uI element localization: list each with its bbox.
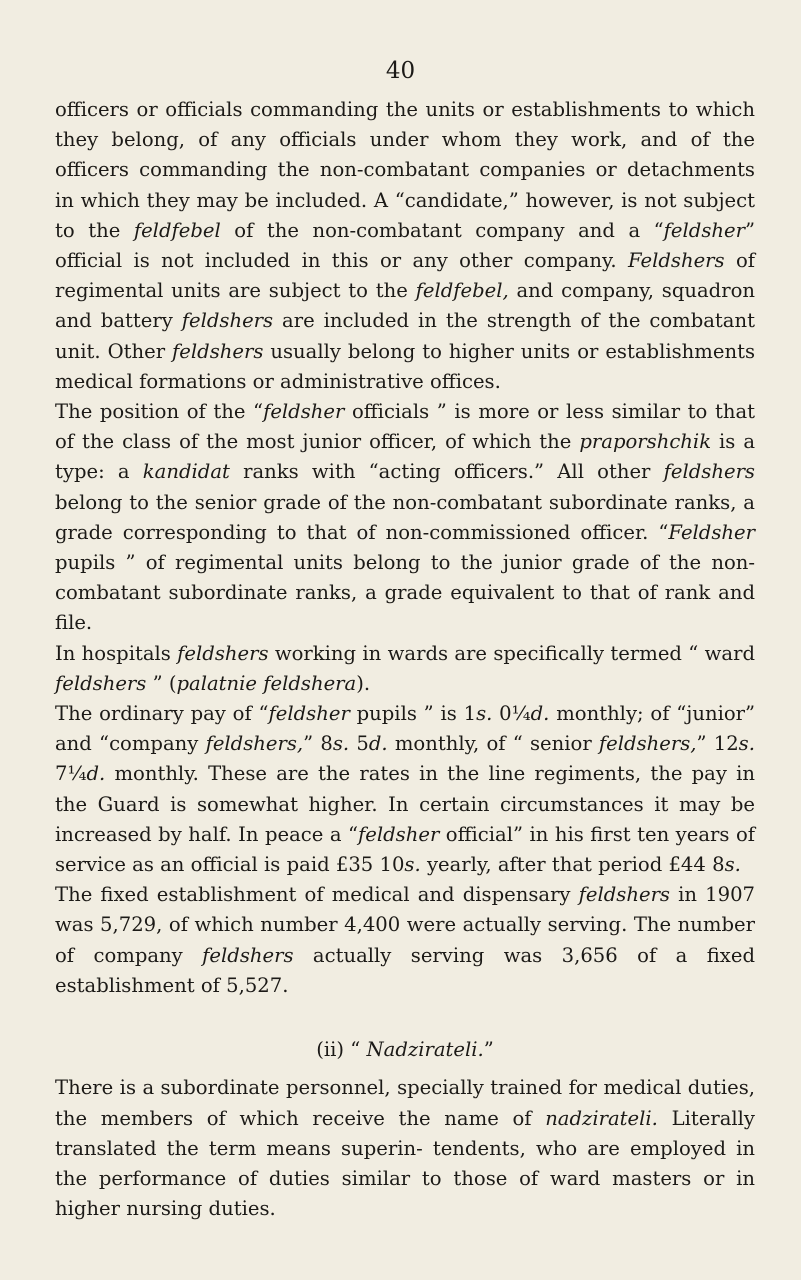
- italic-term: Feldsher: [668, 520, 755, 544]
- italic-unit: s.: [404, 853, 421, 877]
- italic-term: feldshers: [181, 309, 274, 333]
- italic-term: feldsher: [358, 822, 440, 846]
- text-run: pupils ” of regimental units belong to the junior grade of the non-combatant subordinate ranks, a grade equivalent to that of rank and file.: [55, 551, 755, 635]
- italic-term: feldshers: [55, 671, 147, 695]
- text-run: ” official is not included in this or any other company.: [55, 218, 755, 273]
- text-run: In hospitals: [55, 641, 178, 665]
- italic-unit: d.: [368, 732, 388, 756]
- italic-unit: s.: [724, 853, 741, 877]
- paragraph-2: [55, 397, 755, 639]
- paragraph-3: [55, 639, 755, 699]
- page-number: 40: [385, 58, 416, 84]
- text-run: There is a subordinate personnel, specially trained for medical duties, the members of which receive the name of: [55, 1076, 755, 1130]
- text-run: pupils ” is 1: [349, 702, 477, 726]
- text-run: officers or officials commanding the units or establishments to which they belong, of any officials under whom they work, and of the officers commanding the non-combatant companies or detachments in which they may be included. A “candidate,” however, is not subject to the: [55, 98, 755, 242]
- text-run: The fixed establishment of medical and dispensary: [55, 883, 579, 907]
- italic-unit: s.: [738, 732, 755, 756]
- text-run: 7¼: [55, 762, 87, 786]
- text-run: ” 12: [696, 732, 739, 756]
- italic-unit: s.: [332, 732, 350, 756]
- paragraph-5: [55, 880, 755, 1001]
- italic-term: feldshers: [172, 339, 264, 363]
- text-run: belong to the senior grade of the non-combatant subordinate ranks, a grade corresponding to that of non-commissioned officer. “: [55, 490, 755, 544]
- paragraph-4: [55, 699, 755, 880]
- text-run: yearly, after that period £44 8: [420, 853, 725, 877]
- text-run: official” in his first ten years of service as an official is paid £35 10: [55, 822, 755, 877]
- italic-term: feldfebel,: [415, 279, 509, 303]
- section-heading: [55, 1035, 755, 1065]
- text-run: 5: [349, 732, 369, 756]
- text-run: officials ” is more or less similar to that of the class of the most junior officer, of which the: [55, 400, 755, 454]
- body-text: [55, 95, 755, 1224]
- italic-term: feldsher: [263, 400, 345, 424]
- italic-term: feldshers,: [205, 732, 304, 756]
- paragraph-1: [55, 95, 755, 397]
- text-run: actually serving was 3,656 of a fixed establishment of 5,527.: [55, 943, 755, 997]
- text-run: ranks with “acting officers.” All other: [229, 460, 664, 484]
- text-run: The ordinary pay of “: [55, 702, 269, 726]
- text-run: monthly; of “junior” and “company: [55, 702, 756, 756]
- text-run: ).: [356, 671, 371, 695]
- text-run: of the non-combatant company and a “: [220, 218, 664, 242]
- italic-term: nadzirateli.: [545, 1106, 658, 1130]
- text-run: 0¼: [492, 702, 531, 726]
- italic-term: feldshers: [177, 641, 269, 665]
- italic-term: Nadzirateli.: [366, 1038, 484, 1062]
- italic-term: kandidat: [142, 460, 230, 484]
- italic-term: feldsher: [268, 702, 350, 726]
- italic-term: feldshers: [578, 883, 670, 907]
- italic-unit: d.: [530, 702, 550, 726]
- text-run: in 1907 was 5,729, of which number 4,400 were actually serving. The number of company: [55, 883, 755, 967]
- italic-term: Feldshers: [627, 249, 725, 273]
- text-run: are included in the strength of the combatant unit. Other: [55, 309, 755, 363]
- text-run: monthly. These are the rates in the line regiments, the pay in the Guard is somewhat higher. In certain circumstances it may be increased by half. In peace a “: [55, 762, 755, 846]
- text-run: ”: [483, 1038, 494, 1062]
- italic-unit: d.: [86, 762, 106, 786]
- text-run: ” (: [146, 671, 177, 695]
- text-run: is a type: a: [55, 430, 755, 484]
- italic-unit: s.: [476, 702, 493, 726]
- paragraph-6: [55, 1073, 755, 1224]
- text-run: monthly, of “ senior: [387, 732, 599, 756]
- italic-term: feldfebel: [133, 218, 221, 242]
- text-run: The position of the “: [55, 400, 264, 424]
- text-run: (ii) “: [316, 1038, 367, 1062]
- text-run: and company, squadron and battery: [55, 279, 755, 333]
- italic-term: praporshchik: [579, 430, 712, 454]
- italic-term: feldsher: [663, 218, 745, 242]
- italic-term: feldshers: [202, 943, 294, 967]
- italic-term: palatnie feldshera: [176, 671, 357, 695]
- text-run: usually belong to higher units or establishments medical formations or administrative offices.: [55, 339, 755, 393]
- italic-term: feldshers: [663, 460, 755, 484]
- text-run: Literally translated the term means superin- tendents, who are employed in the performance of duties similar to those of ward masters or in higher nursing duties.: [55, 1106, 755, 1221]
- italic-term: feldshers,: [598, 732, 697, 756]
- text-run: working in wards are specifically termed “ ward: [268, 641, 755, 665]
- text-run: of regimental units are subject to the: [55, 249, 755, 303]
- text-run: ” 8: [303, 732, 333, 756]
